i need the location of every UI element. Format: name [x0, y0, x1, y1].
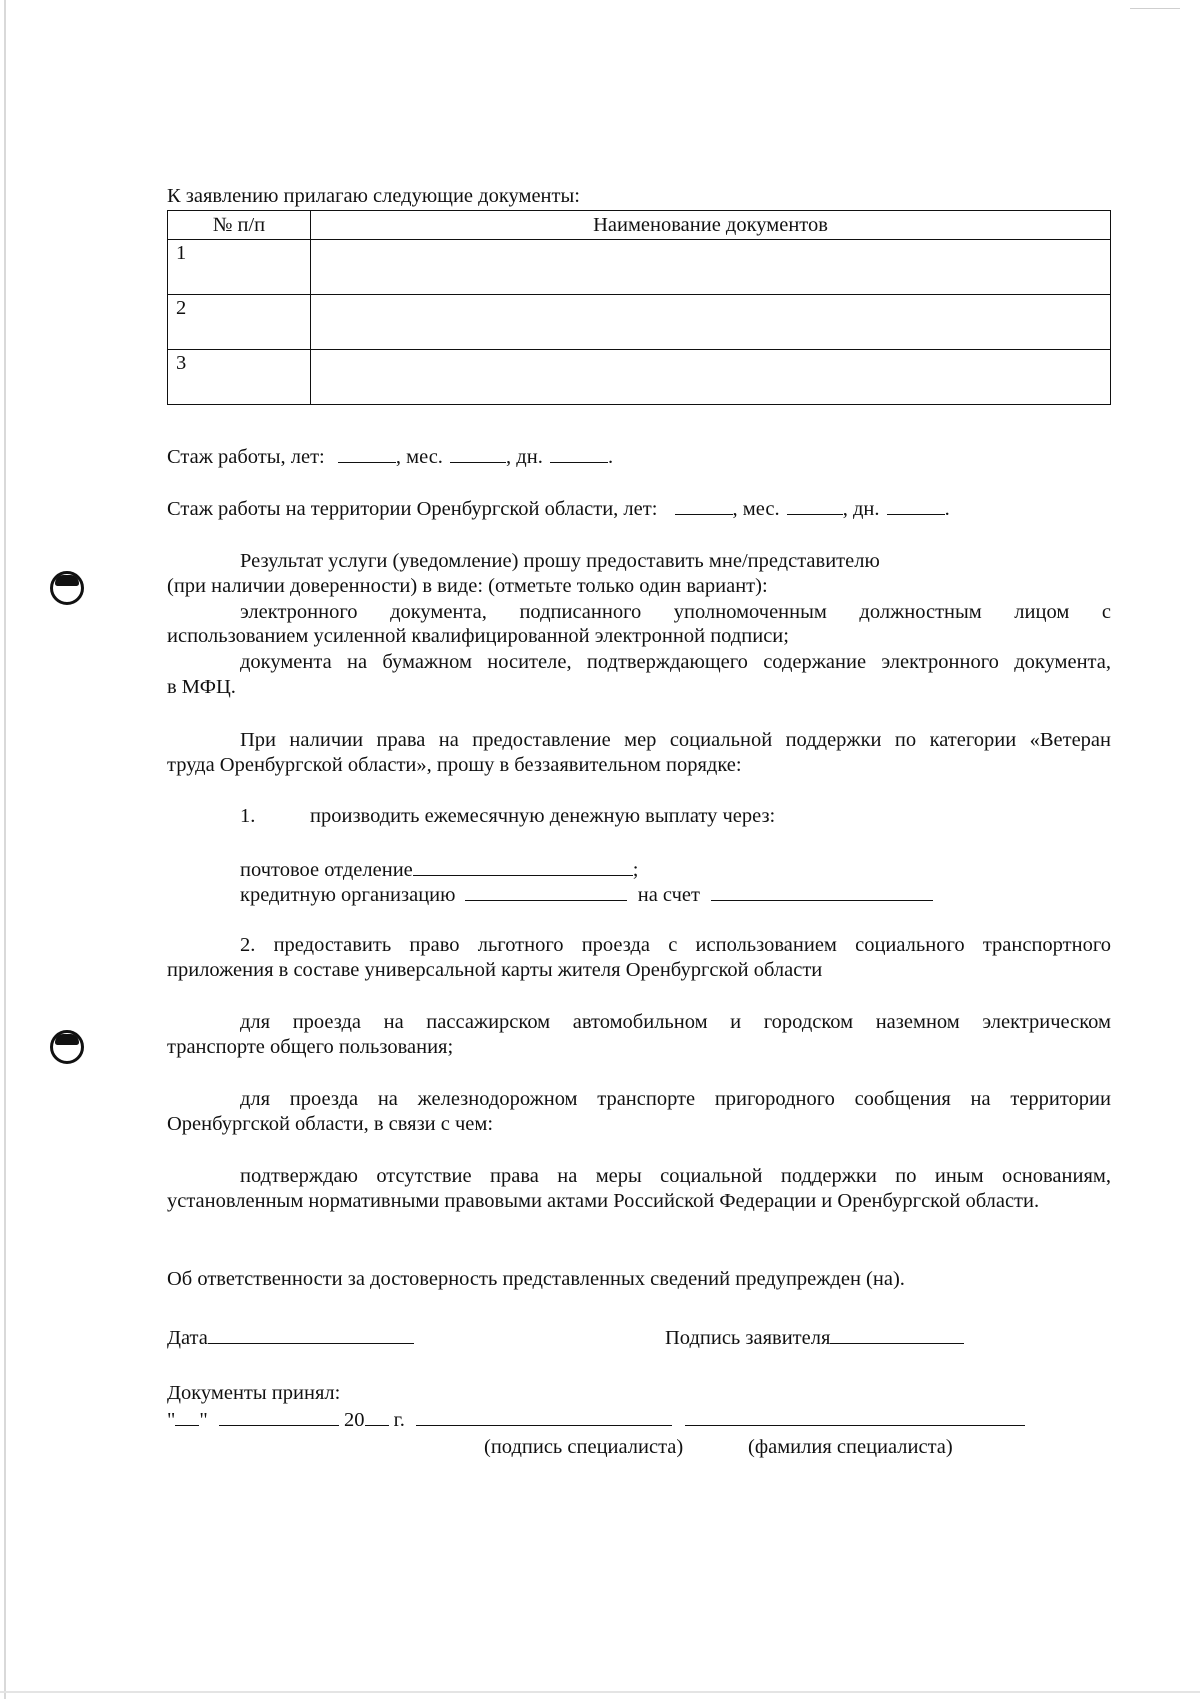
documents-table [167, 210, 1111, 405]
work-experience-line [167, 444, 613, 469]
scan-edge-bottom [0, 1691, 1200, 1693]
days-label: , дн. [506, 446, 543, 468]
attachments-intro: К заявлению прилагаю следующие документы: [167, 185, 580, 207]
specialist-signature-caption: (подпись специалиста) [484, 1436, 684, 1458]
acceptance-day-field[interactable] [175, 1407, 199, 1426]
quote-open: " [167, 1409, 176, 1431]
confirm-line-1: подтверждаю отсутствие права на меры социальной поддержки по иным основаниям, [240, 1165, 1111, 1187]
table-row [168, 350, 1111, 405]
column-header-document-name: Наименование документов [311, 211, 1111, 240]
year-suffix: г. [393, 1409, 405, 1431]
veteran-line-2: труда Оренбургской области», прошу в беззаявительном порядке: [167, 754, 742, 776]
applicant-signature-line [665, 1325, 964, 1350]
account-field[interactable] [711, 882, 933, 901]
result-line-1: Результат услуги (уведомление) прошу предоставить мне/представителю [240, 550, 880, 572]
months-label: , мес. [732, 498, 780, 520]
bus-option-line-2: транспорте общего пользования; [167, 1036, 454, 1058]
line-end: . [944, 498, 950, 520]
regional-experience-line [167, 496, 950, 521]
regional-days-field[interactable] [887, 496, 945, 515]
specialist-name-field[interactable] [685, 1407, 1025, 1426]
bus-option-line-1[interactable]: для проезда на пассажирском автомобильном и городском наземном электрическом [240, 1011, 1111, 1033]
row-number: 2 [168, 295, 311, 350]
days-label: , дн. [842, 498, 880, 520]
table-header-row [168, 211, 1111, 240]
experience-years-field[interactable] [338, 444, 396, 463]
line-end: ; [632, 859, 639, 881]
documents-accepted-label: Документы принял: [167, 1382, 341, 1404]
responsibility-statement: Об ответственности за достоверность представленных сведений предупрежден (на). [167, 1268, 905, 1290]
item-2-line-2: приложения в составе универсальной карты жителя Оренбургской области [167, 959, 823, 981]
year-prefix: 20 [344, 1409, 365, 1431]
credit-organization-label: кредитную организацию [240, 884, 456, 906]
acceptance-date-line [167, 1407, 1025, 1432]
account-label: на счет [637, 884, 700, 906]
post-office-label: почтовое отделение [240, 859, 413, 881]
item-1-text: производить ежемесячную денежную выплату через: [310, 805, 776, 827]
item-2-line-1: 2. предоставить право льготного проезда с использованием социального транспортного [240, 934, 1111, 956]
regional-experience-label: Стаж работы на территории Оренбургской области, лет: [167, 498, 658, 520]
post-office-field[interactable] [413, 857, 633, 876]
quote-close: " [199, 1409, 208, 1431]
document-name-cell[interactable] [311, 240, 1111, 295]
applicant-signature-field[interactable] [830, 1325, 964, 1344]
work-experience-label: Стаж работы, лет: [167, 446, 325, 468]
regional-years-field[interactable] [675, 496, 733, 515]
punch-hole-icon [50, 571, 84, 605]
specialist-name-caption: (фамилия специалиста) [748, 1436, 953, 1458]
option-paper-line-2: в МФЦ. [167, 676, 236, 698]
acceptance-month-field[interactable] [219, 1407, 339, 1426]
rail-option-line-1[interactable]: для проезда на железнодорожном транспорте пригородного сообщения на территории [240, 1088, 1111, 1110]
specialist-signature-field[interactable] [416, 1407, 672, 1426]
credit-organization-line [240, 882, 933, 907]
confirm-line-2: установленным нормативными правовыми актами Российской Федерации и Оренбургской области. [167, 1190, 1040, 1212]
acceptance-year-field[interactable] [365, 1407, 389, 1426]
date-field[interactable] [208, 1325, 414, 1344]
experience-days-field[interactable] [550, 444, 608, 463]
credit-organization-field[interactable] [465, 882, 627, 901]
punch-hole-icon [50, 1030, 84, 1064]
item-1-number: 1. [240, 805, 256, 827]
scan-edge-left [4, 0, 6, 1699]
date-label: Дата [167, 1327, 208, 1349]
table-row [168, 240, 1111, 295]
rail-option-line-2: Оренбургской области, в связи с чем: [167, 1113, 494, 1135]
column-header-number: № п/п [168, 211, 311, 240]
date-line [167, 1325, 414, 1350]
applicant-signature-label: Подпись заявителя [665, 1327, 831, 1349]
regional-months-field[interactable] [787, 496, 843, 515]
table-row [168, 295, 1111, 350]
result-line-2: (при наличии доверенности) в виде: (отметьте только один вариант): [167, 575, 768, 597]
option-electronic-line-2: использованием усиленной квалифицированной электронной подписи; [167, 625, 789, 647]
post-office-line [240, 857, 638, 882]
line-end: . [607, 446, 614, 468]
document-name-cell[interactable] [311, 350, 1111, 405]
document-name-cell[interactable] [311, 295, 1111, 350]
row-number: 1 [168, 240, 311, 295]
option-paper-line-1[interactable]: документа на бумажном носителе, подтверждающего содержание электронного документа, [240, 651, 1111, 673]
months-label: , мес. [395, 446, 443, 468]
experience-months-field[interactable] [450, 444, 506, 463]
scan-mark [1130, 8, 1180, 9]
option-electronic-line-1[interactable]: электронного документа, подписанного уполномоченным должностным лицом с [240, 601, 1111, 623]
veteran-line-1: При наличии права на предоставление мер социальной поддержки по категории «Ветеран [240, 729, 1111, 751]
row-number: 3 [168, 350, 311, 405]
